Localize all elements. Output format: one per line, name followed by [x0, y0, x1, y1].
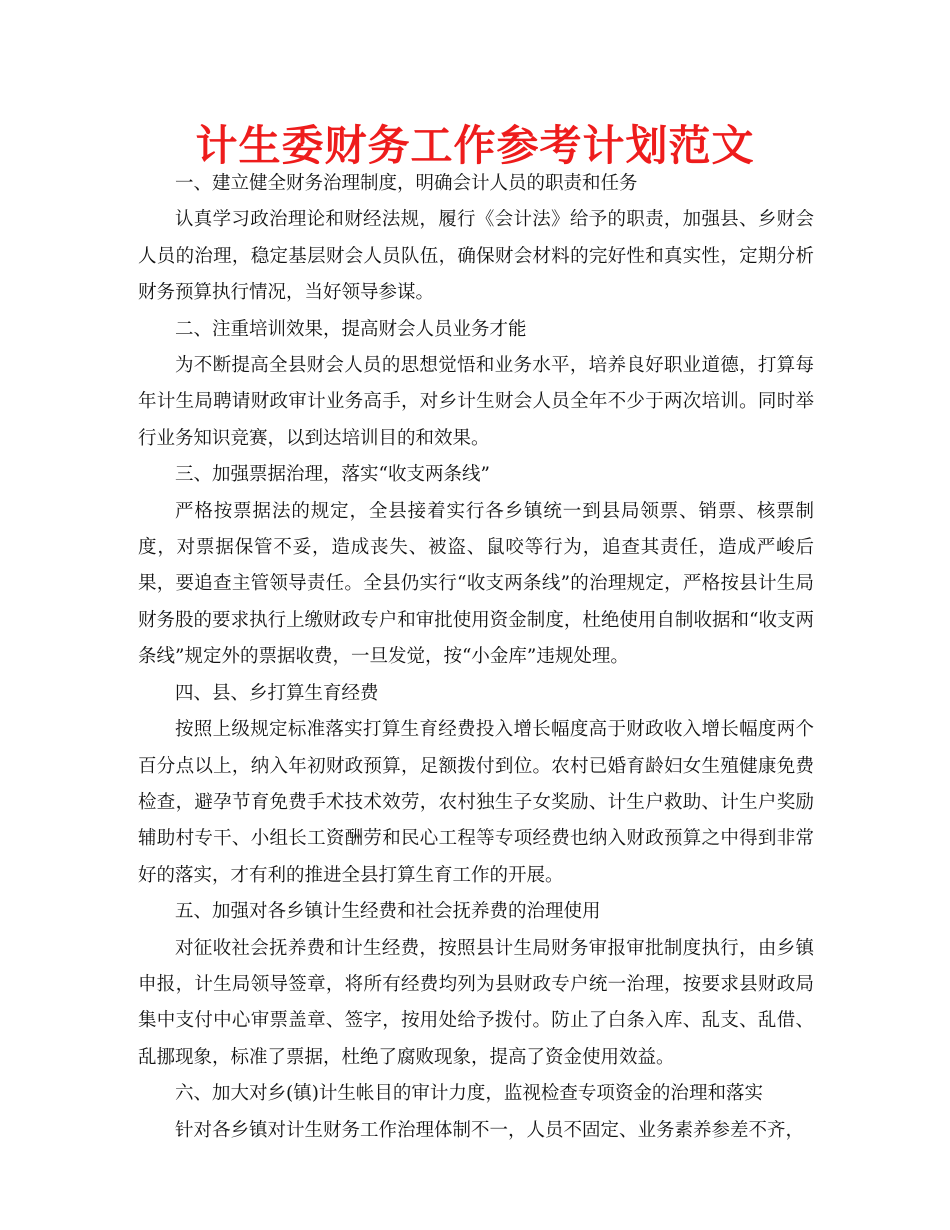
- section-paragraph-2: 为不断提高全县财会人员的思想觉悟和业务水平，培养良好职业道德，打算每年计生局聘请财政审计业务高手，对乡计生财会人员全年不少于两次培训。同时举行业务知识竞赛，以到达培训目的和效果。: [138, 355, 814, 449]
- document-body: [138, 166, 814, 1149]
- document-title: 计生委财务工作参考计划范文: [195, 121, 755, 170]
- section-paragraph-6: 针对各乡镇对计生财务工作治理体制不一，人员不固定、业务素养参差不齐，: [175, 1119, 805, 1141]
- section-heading-5: 五、加强对各乡镇计生经费和社会抚养费的治理使用: [175, 901, 601, 923]
- section-paragraph-5: 对征收社会抚养费和计生经费，按照县计生局财务审报审批制度执行，由乡镇申报，计生局领导签章，将所有经费均列为县财政专户统一治理，按要求县财政局集中支付中心审票盖章、签字，按用处给予拨付。防止了白条入库、乱支、乱借、乱挪现象，标准了票据，杜绝了腐败现象，提高了资金使用效益。: [138, 937, 814, 1068]
- section-heading-3: 三、加强票据治理，落实“收支两条线”: [175, 464, 490, 486]
- section-paragraph-3: 严格按票据法的规定，全县接着实行各乡镇统一到县局领票、销票、核票制度，对票据保管不妥，造成丧失、被盗、鼠咬等行为，追查其责任，造成严峻后果，要追查主管领导责任。全县仍实行“收支两条线”的治理规定，严格按县计生局财务股的要求执行上缴财政专户和审批使用资金制度，杜绝使用自制收据和“收支两条线”规定外的票据收费，一旦发觉，按“小金库”违规处理。: [138, 500, 814, 668]
- section-heading-6: 六、加大对乡(镇)计生帐目的审计力度，监视检查专项资金的治理和落实: [175, 1083, 763, 1105]
- section-paragraph-4: 按照上级规定标准落实打算生育经费投入增长幅度高于财政收入增长幅度两个百分点以上，纳入年初财政预算，足额拨付到位。农村已婚育龄妇女生殖健康免费检查，避孕节育免费手术技术效劳，农村独生子女奖励、计生户救助、计生户奖励辅助村专干、小组长工资酬劳和民心工程等专项经费也纳入财政预算之中得到非常好的落实，才有利的推进全县打算生育工作的开展。: [138, 719, 814, 886]
- section-heading-1: 一、建立健全财务治理制度，明确会计人员的职责和任务: [175, 173, 638, 194]
- section-heading-4: 四、县、乡打算生育经费: [175, 682, 379, 704]
- section-paragraph-1: 认真学习政治理论和财经法规，履行《会计法》给予的职责，加强县、乡财会人员的治理，稳定基层财会人员队伍，确保财会材料的完好性和真实性，定期分析财务预算执行情况，当好领导参谋。: [138, 209, 814, 304]
- section-heading-2: 二、注重培训效果，提高财会人员业务才能: [175, 318, 527, 340]
